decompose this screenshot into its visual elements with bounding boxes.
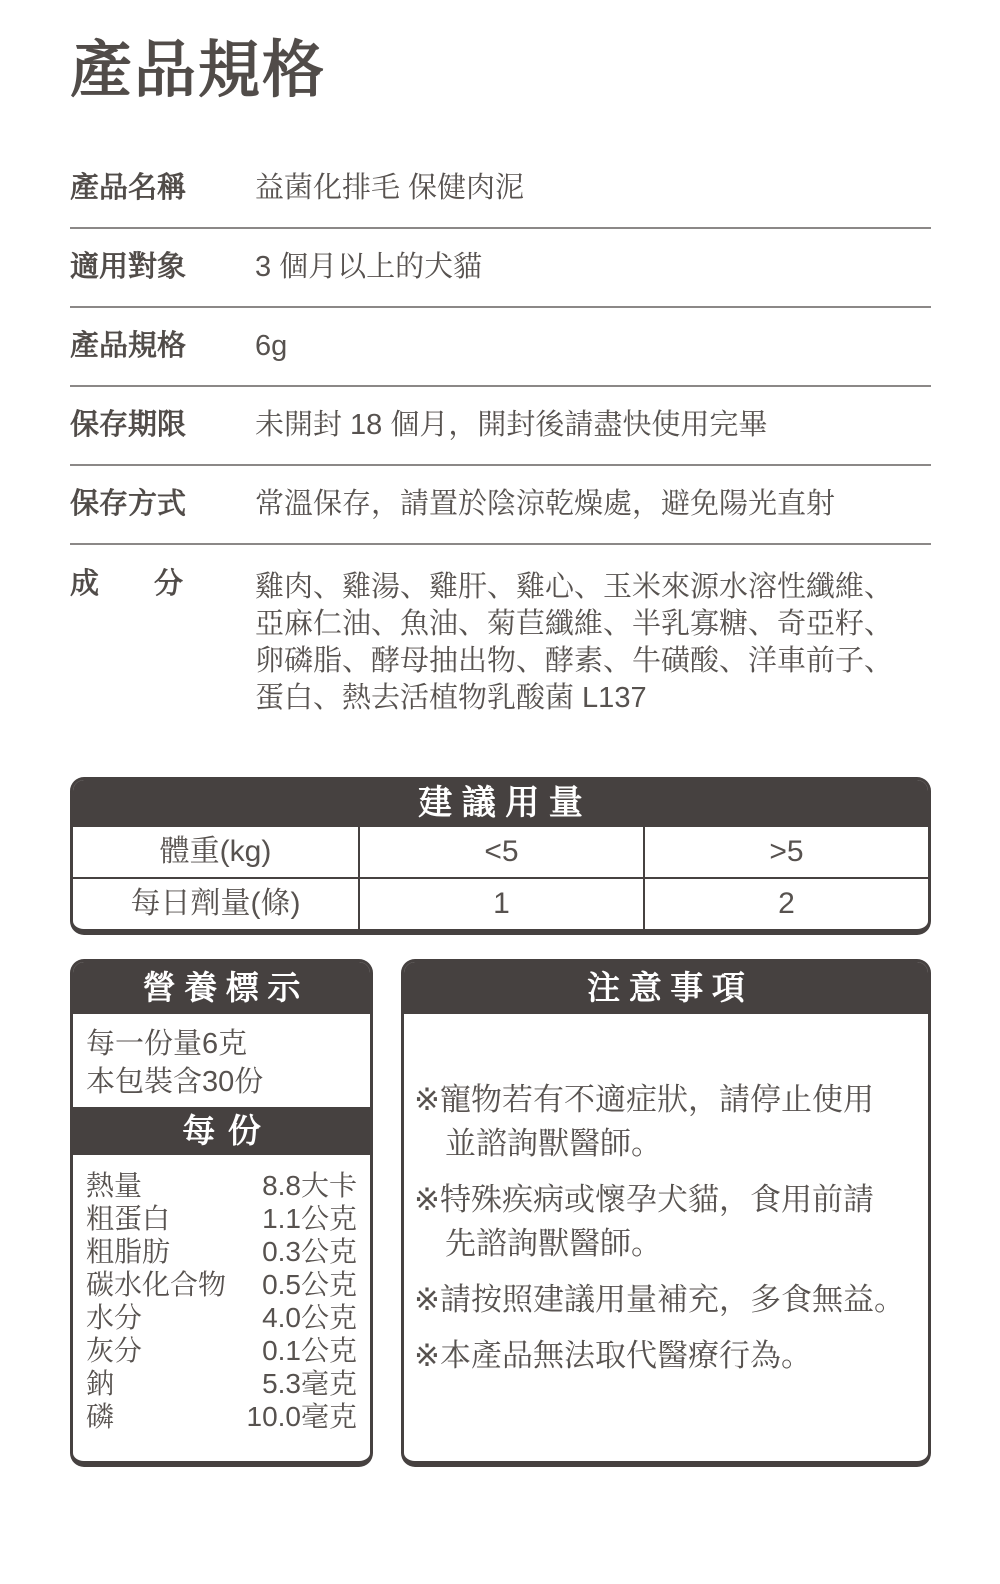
- spec-row-shelf-life: [70, 387, 931, 466]
- dosage-cell: >5: [643, 827, 928, 877]
- nutrient-value: 5.3毫克: [262, 1368, 357, 1399]
- note-line: 並諮詢獸醫師。: [445, 1126, 662, 1161]
- ingredients-line: 卵磷脂、酵母抽出物、酵素、牛磺酸、洋車前子、: [255, 645, 894, 677]
- nutrient-name: 碳水化合物: [86, 1269, 227, 1300]
- nutrient-row: [86, 1334, 357, 1367]
- serving-info: [73, 1014, 370, 1107]
- spec-list: [70, 150, 931, 717]
- spec-row-product-name: [70, 150, 931, 229]
- ingredients-text: [255, 569, 931, 717]
- nutrition-title: 營養標示: [73, 962, 370, 1014]
- nutrient-rows: [73, 1155, 370, 1433]
- note-item: [414, 1334, 920, 1378]
- nutrient-row: [86, 1367, 357, 1400]
- nutrient-row: [86, 1169, 357, 1202]
- nutrient-row: [86, 1400, 357, 1433]
- nutrient-row: [86, 1268, 357, 1301]
- nutrient-name: 粗蛋白: [86, 1203, 171, 1234]
- dosage-grid: [73, 827, 928, 929]
- product-spec-sheet: [0, 34, 1000, 1467]
- serving-size: 每一份量6克: [86, 1028, 248, 1060]
- dosage-cell: 2: [643, 877, 928, 929]
- nutrient-value: 0.1公克: [262, 1335, 357, 1366]
- spec-value: 常溫保存，請置於陰涼乾燥處，避免陽光直射: [255, 488, 836, 520]
- nutrient-value: 0.5公克: [262, 1269, 357, 1300]
- ingredients-line: 亞麻仁油、魚油、菊苣纖維、半乳寡糖、奇亞籽、: [255, 608, 894, 640]
- note-line: ※特殊疾病或懷孕犬貓，食用前請: [414, 1182, 874, 1217]
- nutrient-name: 鈉: [86, 1368, 115, 1399]
- nutrient-value: 0.3公克: [262, 1236, 357, 1267]
- dosage-row-header: 體重(kg): [159, 835, 272, 868]
- spec-row-storage: [70, 466, 931, 545]
- nutrient-name: 水分: [86, 1302, 143, 1333]
- nutrient-row: [86, 1301, 357, 1334]
- spec-label: 保存期限: [70, 409, 187, 441]
- spec-label: 產品規格: [70, 330, 187, 362]
- spec-row-target: [70, 229, 931, 308]
- dosage-table: [70, 777, 931, 935]
- ingredients-line: 雞肉、雞湯、雞肝、雞心、玉米來源水溶性纖維、: [255, 571, 894, 603]
- spec-label: 產品名稱: [70, 172, 187, 204]
- spec-row-ingredients: [70, 545, 931, 717]
- spec-value: 未開封 18 個月，開封後請盡快使用完畢: [255, 409, 768, 441]
- dosage-table-title: 建議用量: [73, 780, 928, 827]
- note-line: 先諮詢獸醫師。: [445, 1226, 662, 1261]
- nutrient-value: 8.8大卡: [262, 1170, 357, 1201]
- note-line: ※本產品無法取代醫療行為。: [414, 1338, 812, 1373]
- note-item: [414, 1078, 920, 1166]
- spec-label: 適用對象: [70, 251, 187, 283]
- per-serving-band: 每份: [73, 1107, 370, 1155]
- nutrient-name: 粗脂肪: [86, 1236, 171, 1267]
- spec-value: 益菌化排毛 保健肉泥: [255, 172, 525, 204]
- precautions-list: [404, 1014, 928, 1378]
- precautions-box: [401, 959, 931, 1467]
- spec-label: 保存方式: [70, 488, 187, 520]
- spec-value: 3 個月以上的犬貓: [255, 251, 483, 283]
- nutrient-value: 1.1公克: [262, 1203, 357, 1234]
- nutrient-name: 磷: [86, 1401, 115, 1432]
- ingredients-line: 蛋白、熱去活植物乳酸菌 L137: [255, 682, 647, 714]
- nutrient-row: [86, 1235, 357, 1268]
- nutrient-name: 灰分: [86, 1335, 143, 1366]
- note-line: ※寵物若有不適症狀，請停止使用: [414, 1082, 874, 1117]
- dosage-cell: <5: [358, 827, 643, 877]
- note-item: [414, 1278, 920, 1322]
- nutrient-value: 4.0公克: [262, 1302, 357, 1333]
- spec-row-size: [70, 308, 931, 387]
- info-boxes: [70, 959, 931, 1467]
- note-line: ※請按照建議用量補充，多食無益。: [414, 1282, 905, 1317]
- servings-per-pack: 本包裝含30份: [86, 1066, 264, 1098]
- dosage-cell: 1: [358, 877, 643, 929]
- spec-label: 成 分: [70, 568, 183, 600]
- dosage-row-header: 每日劑量(條): [73, 877, 358, 929]
- nutrient-value: 10.0毫克: [246, 1401, 357, 1432]
- nutrient-row: [86, 1202, 357, 1235]
- nutrition-box: [70, 959, 373, 1467]
- page-title: 產品規格: [70, 36, 327, 105]
- spec-value: 6g: [255, 330, 288, 362]
- precautions-title: 注意事項: [404, 962, 928, 1014]
- nutrient-name: 熱量: [86, 1170, 143, 1201]
- note-item: [414, 1178, 920, 1266]
